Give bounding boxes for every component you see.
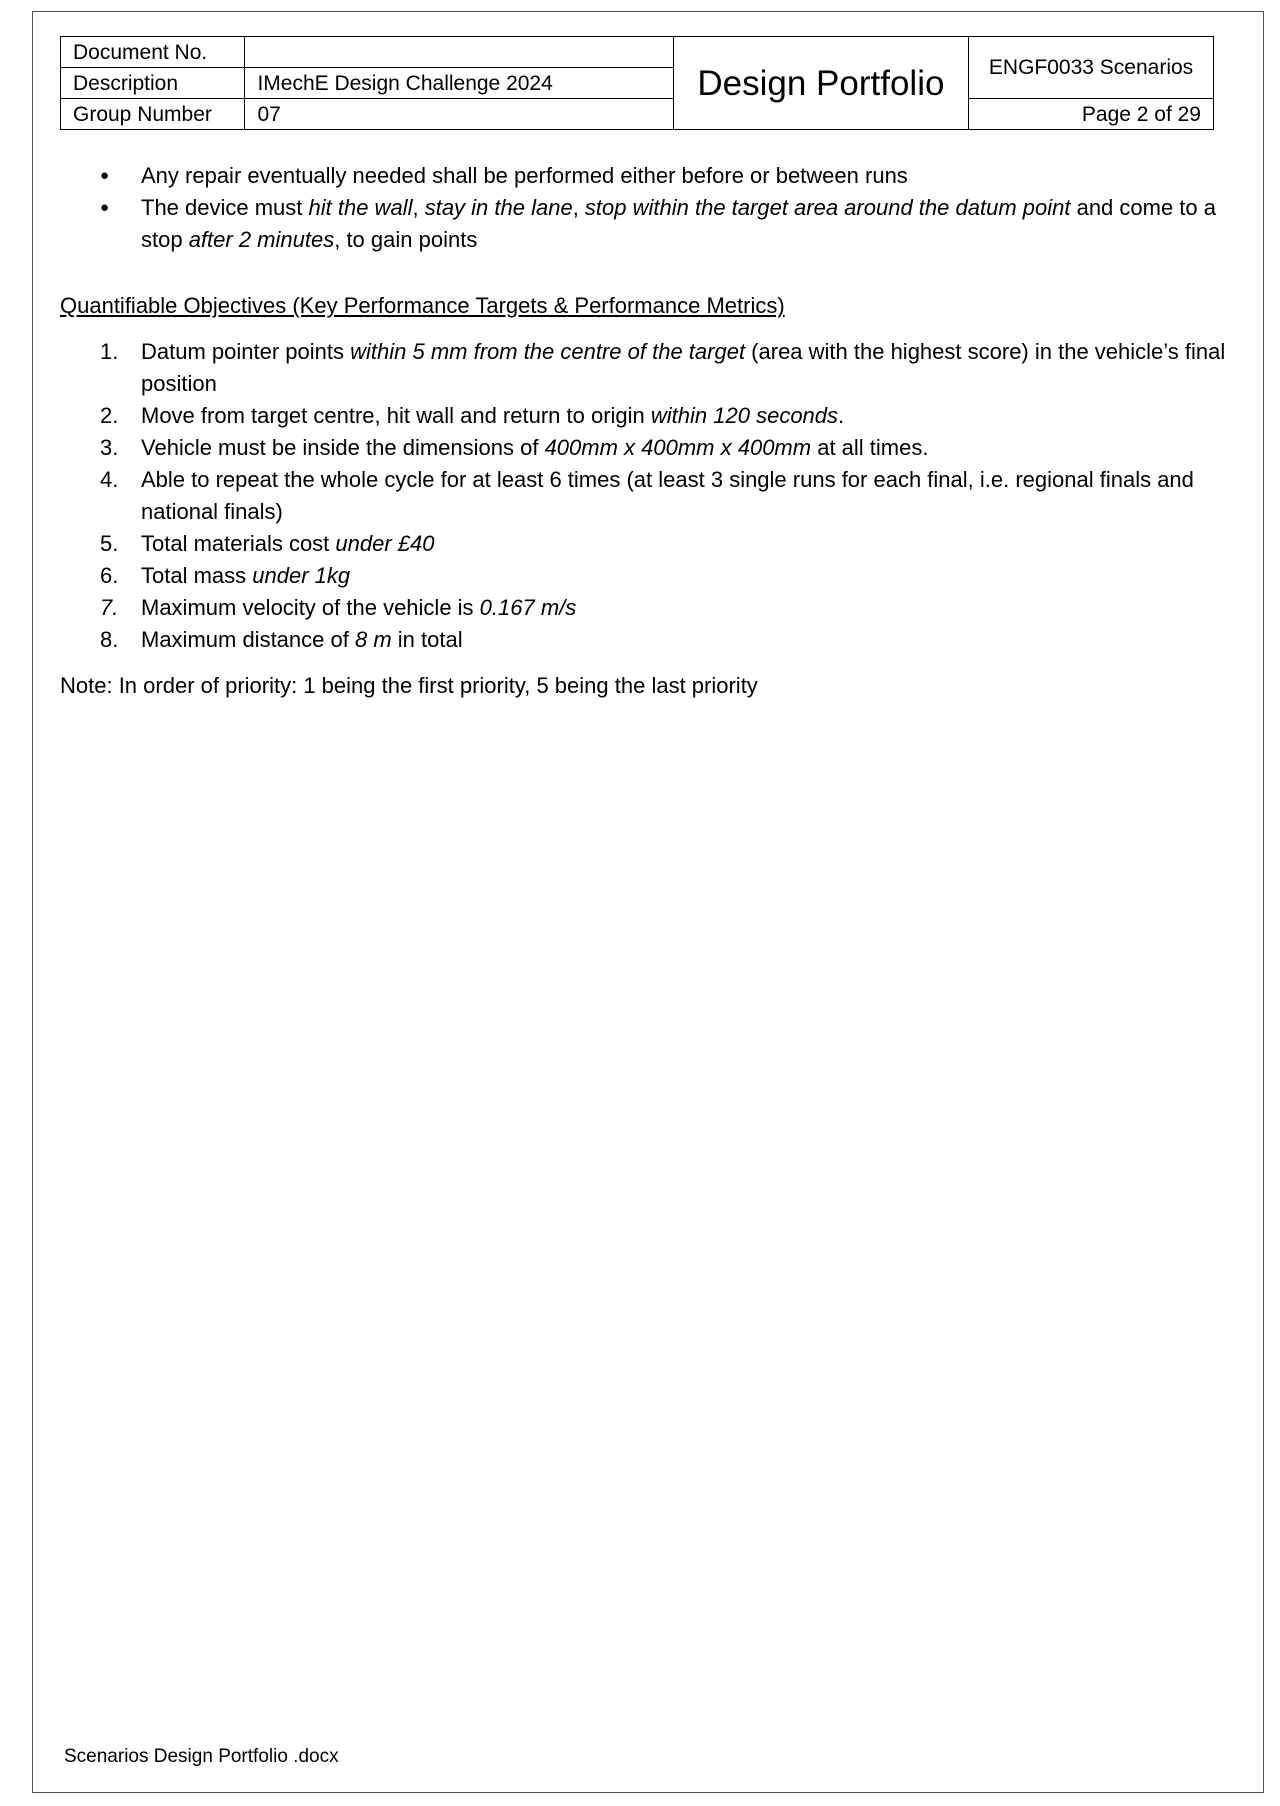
document-title: Design Portfolio	[673, 37, 968, 130]
requirement-item	[60, 192, 1240, 256]
course-code: ENGF0033 Scenarios	[969, 37, 1214, 99]
objective-text	[141, 563, 350, 588]
document-body	[60, 160, 1240, 724]
objective-number: 3.	[100, 435, 119, 460]
text-run: (area with the highest score) in the vehicle’s final position	[141, 339, 1226, 396]
objective-number: 7.	[100, 595, 119, 620]
text-run: Vehicle must be inside the dimensions of	[141, 435, 545, 460]
text-run: .	[838, 403, 845, 428]
text-run: at all times.	[811, 435, 929, 460]
text-run: ,	[572, 195, 585, 220]
text-run: Total materials cost	[141, 531, 336, 556]
objective-item	[60, 528, 1240, 560]
objective-number: 6.	[100, 563, 119, 588]
text-run: stay in the lane	[424, 195, 573, 220]
page-number: Page 2 of 29	[969, 99, 1214, 130]
description-value: IMechE Design Challenge 2024	[245, 68, 673, 99]
objective-number: 4.	[100, 467, 119, 492]
objective-text	[141, 595, 576, 620]
text-run: hit the wall	[308, 195, 413, 220]
objective-number: 2.	[100, 403, 119, 428]
text-run: Able to repeat the whole cycle for at least 6 times (at least 3 single runs for each final, i.e. regional finals and national finals)	[141, 467, 1194, 524]
text-run: Maximum distance of	[141, 627, 355, 652]
text-run: ,	[412, 195, 425, 220]
requirement-item	[60, 160, 1240, 192]
text-run: 0.167 m/s	[479, 595, 577, 620]
objective-item	[60, 560, 1240, 592]
priority-note: Note: In order of priority: 1 being the first priority, 5 being the last priority	[60, 673, 758, 698]
text-run: under 1kg	[252, 563, 351, 588]
objective-text	[141, 435, 928, 460]
text-run: Total mass	[141, 563, 253, 588]
footer-filename: Scenarios Design Portfolio .docx	[64, 1746, 339, 1767]
text-run: and come to a stop	[141, 195, 1217, 252]
objective-text	[141, 339, 1225, 396]
text-run: after 2 minutes	[188, 227, 335, 252]
group-number-value: 07	[245, 99, 673, 130]
text-run: in total	[391, 627, 463, 652]
text-run: Datum pointer points	[141, 339, 351, 364]
group-number-label: Group Number	[61, 99, 245, 130]
objective-item	[60, 464, 1240, 528]
objective-item	[60, 400, 1240, 432]
text-run: within 5 mm from the centre of the target	[350, 339, 746, 364]
objective-item	[60, 592, 1240, 624]
text-run: under £40	[335, 531, 435, 556]
text-run: within 120 seconds	[650, 403, 839, 428]
objective-text	[141, 531, 435, 556]
requirements-list	[60, 160, 1240, 256]
text-run: , to gain points	[334, 227, 478, 252]
objective-text	[141, 467, 1194, 524]
text-run: 8 m	[354, 627, 392, 652]
text-run: stop within the target area around the datum point	[584, 195, 1071, 220]
objective-number: 8.	[100, 627, 119, 652]
text-run: The device must	[141, 195, 309, 220]
objective-item	[60, 336, 1240, 400]
objective-item	[60, 432, 1240, 464]
document-no-label: Document No.	[61, 37, 245, 68]
section-heading: Quantifiable Objectives (Key Performance Targets & Performance Metrics)	[60, 293, 785, 318]
objectives-list	[60, 336, 1240, 656]
document-no-value	[245, 37, 673, 68]
text-run: Move from target centre, hit wall and return to origin	[141, 403, 651, 428]
objective-text	[141, 403, 844, 428]
objective-text	[141, 627, 463, 652]
objective-item	[60, 624, 1240, 656]
objective-number: 5.	[100, 531, 119, 556]
text-run: 400mm x 400mm x 400mm	[544, 435, 812, 460]
description-label: Description	[61, 68, 245, 99]
objective-number: 1.	[100, 339, 119, 364]
text-run: Maximum velocity of the vehicle is	[141, 595, 480, 620]
document-header-table	[60, 36, 1214, 130]
text-run: Any repair eventually needed shall be performed either before or between runs	[141, 163, 908, 188]
